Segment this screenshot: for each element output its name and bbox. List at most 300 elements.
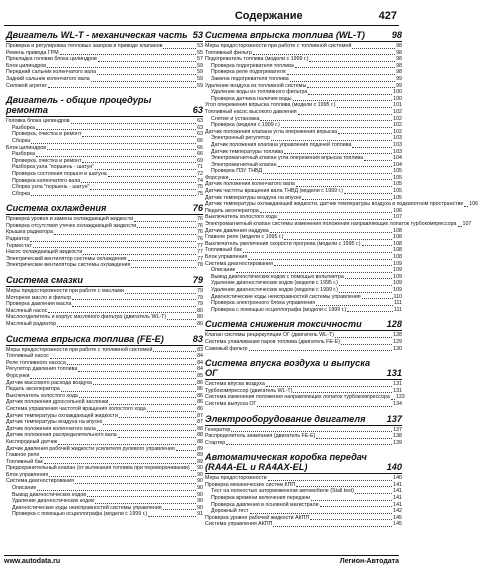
entry-page-number: 141	[393, 501, 402, 508]
entry-title: Датчик температуры охлаждающей жидкости	[6, 412, 118, 419]
entry-title: Проверка подогревателя топлива	[211, 62, 294, 69]
entry-page-number: 131	[393, 381, 402, 388]
entry-page-number: 59	[197, 75, 203, 82]
entry-title: Система управления АКПП	[205, 521, 273, 528]
entry-page-number: 55	[197, 49, 203, 56]
dot-leader	[337, 107, 393, 108]
dot-leader	[344, 193, 392, 194]
toc-entry	[205, 234, 402, 241]
entry-title: Меры предосторожности при работе с топливной системой	[6, 346, 153, 353]
toc-entry	[6, 256, 203, 263]
entry-page-number: 66	[197, 144, 203, 151]
entry-title: Подогреватель топлива (модели с 1999 г.)	[205, 56, 309, 63]
entry-page-number: 91	[197, 511, 203, 518]
entry-title: Меры предосторожности при работе с маслами	[6, 288, 124, 295]
entry-page-number: 108	[393, 240, 402, 247]
section-page-number: 137	[386, 413, 402, 424]
dot-leader	[131, 267, 196, 268]
dot-leader	[97, 430, 196, 431]
toc-entry	[205, 440, 402, 447]
entry-title: Электрические вентиляторы системы охлаждения	[6, 262, 131, 269]
section-title: Двигатель - общие процедуры ремонта	[6, 95, 152, 116]
dot-leader	[36, 129, 196, 130]
dot-leader	[341, 344, 392, 345]
toc-entry	[6, 511, 203, 518]
entry-page-number: 105	[393, 194, 402, 201]
entry-title: Главное реле	[6, 452, 40, 459]
entry-title: Проверка механических систем КПП	[205, 481, 296, 488]
dot-leader	[335, 337, 392, 338]
dot-leader	[72, 306, 196, 307]
entry-title: Прокладка головки блока цилиндров	[6, 56, 97, 63]
entry-title: Электромагнитный клапан системы изменения положения направляющих лопаток турбокомпрессора	[205, 221, 457, 228]
entry-page-number: 106	[393, 207, 402, 214]
toc-entry	[6, 446, 203, 453]
entry-page-number: 59	[197, 62, 203, 69]
entry-page-number: 109	[393, 273, 402, 280]
entry-title: Дорожный тест	[211, 508, 249, 515]
dot-leader	[257, 406, 392, 407]
toc-section-heading	[6, 203, 203, 215]
entry-title: Электромагнитный клапан	[211, 161, 277, 168]
section-title: Система впрыска топлива (FE-E)	[6, 333, 164, 344]
toc-entry	[205, 56, 402, 63]
entry-title: Масляный насос	[6, 307, 48, 314]
toc-entry	[205, 294, 402, 301]
entry-page-number: 84	[197, 366, 203, 373]
toc-entry	[6, 262, 203, 269]
toc-entry	[6, 505, 203, 512]
entry-page-number: 109	[393, 267, 402, 274]
toc-entry	[6, 426, 203, 433]
dot-leader	[148, 516, 196, 517]
dot-leader	[57, 326, 196, 327]
dot-leader	[231, 431, 392, 432]
entry-page-number: 108	[393, 247, 402, 254]
toc-entry	[6, 465, 203, 472]
toc-entry	[205, 50, 402, 57]
dot-leader	[47, 149, 196, 150]
entry-title: Датчик положения клапана угла опережения впрыска	[205, 128, 338, 135]
toc-entry	[6, 145, 203, 152]
toc-entry	[205, 69, 402, 76]
toc-entry	[205, 96, 402, 103]
entry-title: Удаление воздуха из топливной системы	[205, 82, 307, 89]
entry-title: Проверка уровня рабочей жидкости АКПП	[205, 514, 310, 521]
toc-entry	[205, 83, 402, 90]
entry-title: Датчик температуры топлива	[211, 148, 284, 155]
toc-section-heading	[205, 358, 402, 380]
entry-title: Описание	[211, 267, 236, 274]
entry-page-number: 80	[197, 307, 203, 314]
entry-page-number: 142	[393, 508, 402, 515]
toc-entry	[6, 56, 203, 63]
entry-title: Проверка, очистка и ремонт	[12, 157, 82, 164]
entry-page-number: 72	[197, 170, 203, 177]
entry-title: Передний сальник коленчатого вала	[6, 69, 97, 76]
entry-page-number: 111	[393, 306, 402, 313]
section-page-number: 79	[192, 275, 203, 286]
entry-page-number: 103	[393, 141, 402, 148]
footer-website: www.autodata.ru	[4, 558, 61, 565]
section-page-number: 131	[386, 368, 402, 379]
entry-title: Проверка (модели с 1999 г.)	[211, 122, 280, 129]
dot-leader	[284, 153, 392, 154]
toc-entry	[6, 419, 203, 426]
entry-page-number: 108	[393, 254, 402, 260]
entry-page-number: 98	[396, 43, 402, 49]
entry-title: Насос охлаждающей жидкости	[6, 249, 83, 256]
toc-entry	[6, 171, 203, 178]
entry-title: Проверка с помощью осциллографа (модели с 1999 г.)	[211, 306, 347, 313]
entry-title: Генератор	[205, 426, 231, 433]
toc-entry	[6, 373, 203, 380]
entry-page-number: 66	[197, 137, 203, 144]
toc-entry	[6, 452, 203, 459]
section-title: Система снижения токсичности	[205, 319, 362, 330]
entry-page-number: 85	[197, 372, 203, 379]
toc-entry	[205, 287, 402, 294]
entry-page-number: 128	[393, 332, 402, 339]
entry-title: Разборка узла "поршень - шатун"	[12, 164, 95, 171]
dot-leader	[339, 285, 392, 286]
dot-leader	[316, 438, 392, 439]
entry-title: Система изменения положения направляющих лопаток турбокомпрессора	[205, 394, 390, 401]
entry-title: Угол опережения впрыска топлива (модели с 1995 г.)	[205, 102, 336, 109]
entry-page-number: 53	[197, 43, 203, 49]
dot-leader	[278, 166, 393, 167]
dot-leader	[108, 176, 196, 177]
entry-title: Электронный регулятор	[211, 135, 271, 142]
entry-title: Система диагностирования	[205, 260, 273, 267]
dot-leader	[31, 195, 196, 196]
entry-title: Тест на полностью заторможенном автомобиле (Stall test)	[211, 488, 355, 495]
toc-right-column	[205, 30, 478, 528]
entry-page-number: 133	[395, 394, 405, 401]
entry-page-number: 77	[197, 249, 203, 256]
toc-entry	[6, 413, 203, 420]
page-header	[4, 3, 399, 26]
dot-leader	[176, 450, 196, 451]
toc-entry	[6, 69, 203, 76]
entry-page-number: 98	[396, 56, 402, 63]
section-title: Автоматическая коробка передач (RA4A-EL и RA4AX-EL)	[205, 452, 367, 473]
toc-entry	[205, 76, 402, 83]
entry-page-number: 107	[462, 221, 472, 228]
entry-page-number: 89	[197, 458, 203, 465]
section-title: Система впуска воздуха и выпуска ОГ	[205, 358, 371, 379]
entry-page-number: 100	[393, 89, 402, 96]
toc-entry	[205, 162, 402, 169]
toc-entry	[6, 301, 203, 308]
entry-title: Задний сальник коленчатого вала	[6, 75, 90, 82]
toc-entry	[205, 247, 402, 254]
toc-section-heading	[6, 95, 203, 117]
dot-leader	[49, 476, 196, 477]
entry-page-number: 105	[393, 188, 402, 195]
dot-leader	[30, 241, 196, 242]
toc-entry	[6, 125, 203, 132]
dot-leader	[320, 506, 393, 507]
section-title: Система охлаждения	[6, 203, 107, 214]
entry-title: Главное реле (модели с 1995 г.)	[205, 234, 284, 241]
entry-title: Система выпуска ОГ	[205, 400, 257, 407]
section-page-number: 76	[192, 203, 203, 214]
toc-entry	[6, 249, 203, 256]
entry-title: Проверка, очистка и ремонт	[12, 131, 82, 138]
entry-page-number: 75	[197, 184, 203, 191]
toc-entry	[205, 401, 402, 408]
entry-page-number: 102	[393, 115, 402, 122]
dot-leader	[31, 143, 196, 144]
entry-page-number: 141	[393, 481, 402, 488]
entry-title: Выключатель холостого хода	[6, 392, 78, 399]
dot-leader	[54, 234, 196, 235]
entry-title: Проверка реле подогревателя	[211, 69, 286, 76]
entry-title: Топливный бак	[6, 458, 43, 465]
toc-entry	[205, 109, 402, 116]
toc-entry	[6, 164, 203, 171]
toc-entry	[6, 321, 203, 328]
section-page-number: 98	[391, 30, 402, 40]
entry-title: Проверка коленчатого вала	[12, 177, 81, 184]
entry-title: Радиатор	[6, 236, 30, 243]
toc-entry	[205, 43, 402, 50]
entry-title: Распределитель зажигания (двигатель FE-E)	[205, 433, 316, 440]
entry-title: Электромагнитный клапан угла опережения впрыска топлива	[211, 155, 364, 162]
dot-leader	[352, 147, 392, 148]
entry-page-number: 98	[396, 62, 402, 69]
toc-entry	[205, 488, 402, 495]
dot-leader	[98, 61, 196, 62]
toc-entry	[205, 346, 402, 353]
toc-entry	[205, 168, 402, 175]
toc-entry	[6, 406, 203, 413]
toc-entry	[205, 267, 402, 274]
dot-leader	[298, 114, 393, 115]
entry-title: Педаль акселератора	[205, 207, 259, 214]
dot-leader	[253, 54, 395, 55]
entry-page-number: 80	[197, 321, 203, 327]
entry-page-number: 90	[197, 491, 203, 498]
dot-leader	[163, 48, 196, 49]
dot-leader	[345, 278, 392, 279]
toc-entry	[6, 439, 203, 446]
entry-page-number: 88	[197, 438, 203, 445]
entry-title: Выключатель увеличения скорости прогрева (модели с 1995 г.)	[205, 240, 361, 247]
entry-page-number: 138	[393, 433, 402, 440]
section-page-number: 63	[192, 105, 203, 116]
entry-page-number: 139	[393, 439, 402, 446]
entry-page-number: 98	[396, 49, 402, 56]
toc-section-heading	[6, 30, 203, 42]
entry-page-number: 76	[197, 229, 203, 236]
dot-leader	[355, 493, 392, 494]
dot-leader	[36, 156, 196, 157]
dot-leader	[309, 61, 395, 62]
entry-title: Датчик давления наддува	[205, 227, 269, 234]
dot-leader	[82, 136, 196, 137]
toc-entry	[205, 427, 402, 434]
dot-leader	[458, 226, 462, 227]
entry-page-number: 140	[393, 475, 402, 482]
entry-page-number: 74	[197, 177, 203, 184]
toc-entry	[205, 280, 402, 287]
entry-page-number: 111	[393, 300, 402, 307]
toc-entry	[205, 515, 402, 522]
toc-entry	[205, 300, 402, 307]
entry-page-number: 109	[393, 280, 402, 287]
dot-leader	[339, 292, 392, 293]
toc-entry	[205, 63, 402, 70]
dot-leader	[391, 399, 395, 400]
dot-leader	[296, 186, 392, 187]
entry-title: Датчик положения коленчатого вала	[6, 425, 96, 432]
entry-title: Датчик температуры охлаждающей жидкости, датчик температуры воздуха в подкапотном пространстве	[205, 201, 464, 208]
entry-title: Форсунки	[6, 372, 30, 379]
dot-leader	[30, 378, 196, 379]
dot-leader	[137, 227, 196, 228]
toc-entry	[6, 229, 203, 236]
dot-leader	[270, 232, 392, 233]
entry-page-number: 59	[197, 69, 203, 76]
entry-title: Вывод диагностических кодов	[12, 491, 87, 498]
entry-page-number: 77	[197, 255, 203, 262]
entry-page-number: 98	[396, 69, 402, 76]
toc-entry	[205, 254, 402, 261]
entry-page-number: 141	[393, 495, 402, 502]
toc-entry	[205, 332, 402, 339]
dot-leader	[93, 384, 196, 385]
dot-leader	[75, 483, 196, 484]
entry-title: Кислородный датчик	[6, 438, 58, 445]
toc-entry	[205, 394, 405, 401]
dot-leader	[248, 259, 392, 260]
entry-page-number: 89	[197, 452, 203, 459]
dot-leader	[128, 260, 197, 261]
entry-title: Удаление диагностических кодов	[12, 498, 94, 505]
entry-title: Система улавливания паров топлива (двигатель FE-E)	[205, 338, 340, 345]
toc-entry	[205, 307, 402, 314]
section-title: Система впрыска топлива (WL-T)	[205, 30, 365, 40]
toc-entry	[6, 191, 203, 198]
entry-title: Проверка ПЗУ ТНВД	[211, 168, 263, 175]
entry-title: Проверка электронного блока управления	[211, 300, 316, 307]
entry-title: Турбокомпрессор (двигатель WL-T)	[205, 387, 293, 394]
toc-entry	[205, 116, 402, 123]
entry-title: Сборка	[12, 137, 31, 144]
dot-leader	[61, 391, 196, 392]
toc-entry	[6, 184, 203, 191]
toc-entry	[205, 142, 402, 149]
entry-page-number: 57	[197, 56, 203, 63]
toc-entry	[6, 295, 203, 302]
dot-leader	[290, 81, 395, 82]
entry-title: Блок цилиндров	[6, 62, 47, 69]
entry-title: Разборка	[12, 124, 35, 131]
dot-leader	[268, 480, 393, 481]
dot-leader	[362, 245, 393, 246]
entry-page-number: 90	[197, 478, 203, 485]
dot-leader	[307, 87, 395, 88]
toc-entry	[205, 175, 402, 182]
dot-leader	[263, 173, 392, 174]
toc-entry	[6, 151, 203, 158]
toc-entry	[205, 388, 402, 395]
entry-title: Сажевый фильтр	[205, 345, 248, 352]
dot-leader	[163, 509, 196, 510]
entry-page-number: 104	[393, 155, 402, 162]
entry-title: Ремень привода ГРМ	[6, 49, 59, 56]
entry-page-number: 108	[393, 227, 402, 234]
toc-entry	[6, 432, 203, 439]
toc-entry	[6, 76, 203, 83]
entry-page-number: 106	[469, 201, 478, 208]
entry-title: Система впуска воздуха	[205, 381, 265, 388]
footer-publisher: Легион-Автодата	[339, 558, 399, 565]
toc-entry	[205, 135, 402, 142]
entry-page-number: 108	[393, 234, 402, 241]
dot-leader	[40, 457, 196, 458]
section-page-number: 53	[192, 30, 203, 40]
dot-leader	[119, 417, 196, 418]
dot-leader	[271, 140, 392, 141]
dot-leader	[48, 312, 196, 313]
toc-entry	[205, 102, 402, 109]
entry-title: Вывод диагностических кодов с помощью вольтметра	[211, 273, 344, 280]
toc-entry	[6, 216, 203, 223]
dot-leader	[236, 272, 392, 273]
entry-page-number: 102	[393, 128, 402, 135]
entry-title: Сборка узла "поршень - шатун"	[12, 184, 90, 191]
entry-title: Датчик давления рабочей жидкости усилителя рулевого управления	[6, 445, 175, 452]
entry-page-number: 101	[393, 102, 402, 109]
dot-leader	[274, 265, 392, 266]
dot-leader	[347, 311, 393, 312]
entry-page-number: 99	[396, 75, 402, 82]
dot-leader	[71, 123, 196, 124]
entry-title: Описание	[12, 485, 37, 492]
dot-leader	[67, 364, 196, 365]
toc-entry	[6, 43, 203, 50]
entry-title: Проверка давления в основной магистрали	[211, 501, 319, 508]
entry-page-number: 78	[197, 262, 203, 269]
entry-page-number: 103	[393, 148, 402, 155]
dot-leader	[243, 252, 392, 253]
section-page-number: 140	[386, 462, 402, 473]
entry-page-number: 102	[393, 108, 402, 115]
entry-title: Топливный бак	[205, 247, 242, 254]
toc-entry	[6, 353, 203, 360]
entry-page-number: 145	[393, 521, 402, 528]
dot-leader	[83, 254, 196, 255]
dot-leader	[250, 513, 393, 514]
section-title: Система смазки	[6, 275, 83, 286]
entry-page-number: 75	[197, 190, 203, 197]
dot-leader	[153, 351, 196, 352]
toc-entry	[6, 314, 203, 321]
dot-leader	[95, 169, 196, 170]
entry-page-number: 89	[197, 445, 203, 452]
entry-page-number: 141	[393, 488, 402, 495]
toc-entry	[6, 178, 203, 185]
toc-section-heading	[205, 452, 402, 474]
dot-leader	[97, 74, 196, 75]
toc-entry	[205, 228, 402, 235]
entry-title: Педаль акселератора	[6, 386, 60, 393]
dot-leader	[134, 221, 196, 222]
section-title: Двигатель WL-T - механическая часть	[6, 30, 188, 40]
